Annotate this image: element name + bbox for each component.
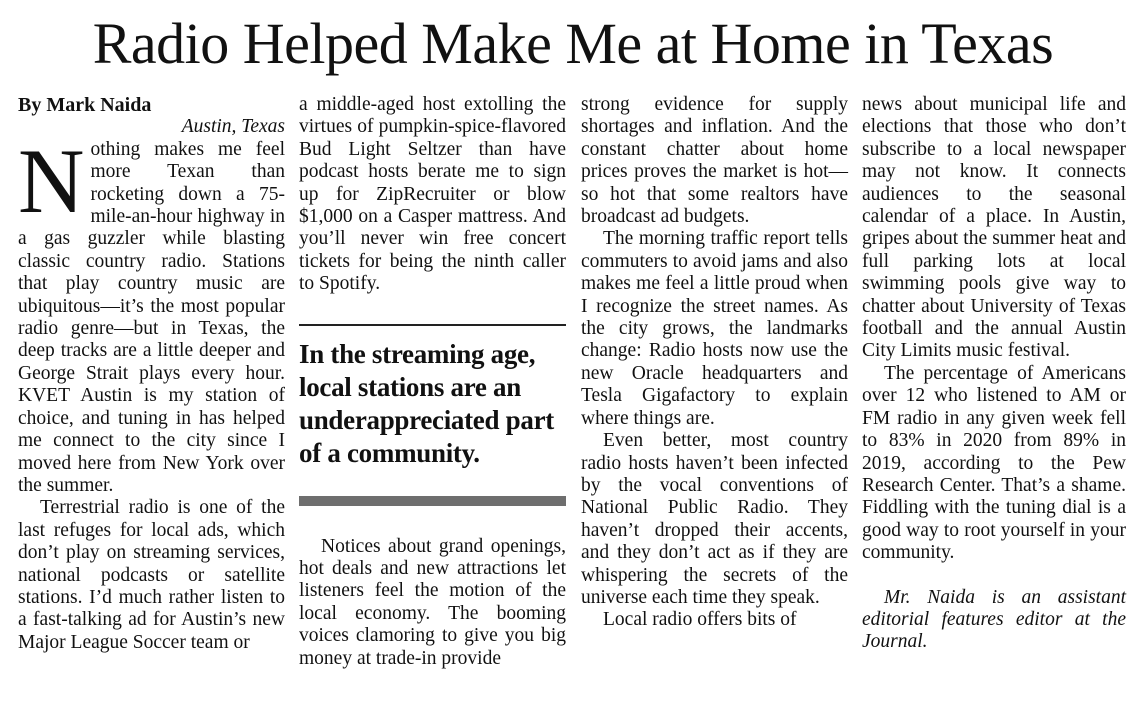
column-1 <box>18 94 285 654</box>
paragraph-4: The morning traffic report tells commuters to avoid jams and also makes me feel a little proud when I recognize the street names. As the city grows, the landmarks change: Radio hosts now use the new Oracle headquarters and Tesla Gigafactory to explain where things are. <box>581 228 848 429</box>
paragraph-2-part-2: a middle-aged host extolling the virtues of pumpkin-spice-flavored Bud Light Seltzer than have podcast hosts berate me to sign up for ZipRecruiter or blow $1,000 on a Casper mattress. And you’ll never win free concert tickets for being the ninth caller to Spotify. <box>299 94 566 295</box>
paragraph-3-part-1: Notices about grand openings, hot deals and new attractions let listeners feel the motion of the local economy. The booming voices clamoring to give you big money at trade-in provide <box>299 535 566 669</box>
paragraph-2-text-a: Terrestrial radio is one of the last refuges for local ads, which don’t play on streaming services, national podcasts or satellite stations. I’d much rather listen to a fast-talking ad for Austin’s new Major League Soccer team or <box>18 497 285 653</box>
column-4 <box>862 94 1126 654</box>
pull-quote-rule <box>299 496 566 506</box>
paragraph-6-part-1: Local radio offers bits of <box>603 609 797 631</box>
paragraph-1-text: othing makes me feel more Texan than rocketing down a 75-mile-an-hour highway in a gas guzzler while blasting classic country radio. Stations that play country music are ubiquitous—it’s the most popular radio genre—but in Texas, the deep tracks are a little deeper and George Strait plays every hour. KVET Austin is my station of choice, and tuning in has helped me connect to the city since I moved here from New York over the summer. <box>18 138 285 496</box>
byline: By Mark Naida <box>18 94 152 116</box>
column-2 <box>299 94 566 670</box>
paragraph-7: The percentage of Americans over 12 who listened to AM or FM radio in any given week fell to 83% in 2020 from 89% in 2019, according to the Pew Research Center. That’s a shame. Fiddling with the tuning dial is a good way to root yourself in your community. <box>862 362 1126 564</box>
paragraph-6-part-2: news about municipal life and elections that those who don’t subscribe to a local newspaper may not know. It connects audiences to the seasonal calendar of a place. In Austin, gripes about the summer heat and full parking lots at local swimming pools give way to chatter about University of Texas football and the annual Austin City Limits music festival. <box>862 94 1126 362</box>
author-tagline: Mr. Naida is an assistant editorial features editor at the Journal. <box>862 586 1126 653</box>
pull-quote: In the streaming age, local stations are an underappreciated part of a community. <box>299 324 566 470</box>
article-title: Radio Helped Make Me at Home in Texas <box>92 11 1054 76</box>
paragraph-2-part-1 <box>18 497 285 654</box>
paragraph-5: Even better, most country radio hosts haven’t been infected by the vocal conventions of National Public Radio. They haven’t dropped their accents, and they don’t act as if they are whispering the secrets of the universe each time they speak. <box>581 430 848 608</box>
drop-cap: N <box>18 129 85 232</box>
column-3 <box>581 94 848 632</box>
dateline: Austin, Texas <box>181 116 285 138</box>
paragraph-3-part-2: strong evidence for supply shortages and inflation. And the constant chatter about home prices proves the market is hot—so hot that some realtors have broadcast ad budgets. <box>581 94 848 228</box>
paragraph-1 <box>18 129 285 498</box>
